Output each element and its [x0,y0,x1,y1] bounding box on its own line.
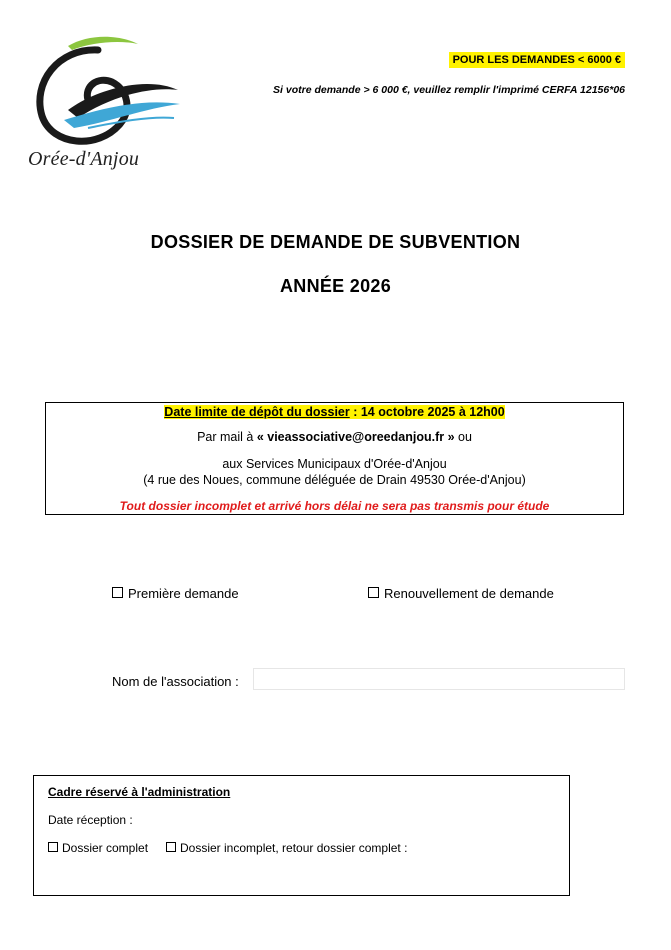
deadline-label: Date limite de dépôt du dossier [164,405,350,419]
dossier-complete-checkbox[interactable] [48,842,58,852]
association-name-field[interactable] [253,668,625,690]
association-name-label: Nom de l'association : [112,674,239,689]
deadline-separator: : [349,405,361,419]
logo-green-leaf [68,37,138,50]
amount-threshold-badge: POUR LES DEMANDES < 6000 € [449,52,625,68]
late-warning: Tout dossier incomplet et arrivé hors délai ne sera pas transmis pour étude [119,499,550,513]
services-line: aux Services Municipaux d'Orée-d'Anjou [222,457,447,471]
reception-date-label: Date réception : [48,813,133,827]
mail-address-link[interactable]: « vieassociative@oreedanjou.fr » [256,430,455,444]
submission-info-box [45,402,624,515]
dossier-complete-label: Dossier complet [62,841,149,855]
first-request-checkbox[interactable] [112,587,123,598]
first-request-option[interactable] [112,586,239,601]
mail-prefix: Par mail à [197,430,257,444]
address-line: (4 rue des Noues, commune déléguée de Drain 49530 Orée-d'Anjou) [143,473,526,487]
mail-line [46,430,623,444]
dossier-incomplete-checkbox[interactable] [166,842,176,852]
admin-frame-title: Cadre réservé à l'administration [48,785,231,799]
admin-reserved-frame [33,775,570,896]
renewal-request-checkbox[interactable] [368,587,379,598]
document-title: DOSSIER DE DEMANDE DE SUBVENTION [150,232,521,252]
logo-wordmark: Orée-d'Anjou [28,148,140,170]
renewal-request-label: Renouvellement de demande [384,586,554,601]
deadline-value: 14 octobre 2025 à 12h00 [360,405,505,419]
deadline-highlight [164,405,504,419]
deadline-line [46,405,623,419]
mail-suffix: ou [454,430,472,444]
document-year: ANNÉE 2026 [279,276,392,296]
dossier-complete-option[interactable] [48,841,148,855]
cerfa-note: Si votre demande > 6 000 €, veuillez remplir l'imprimé CERFA 12156*06 [273,84,625,96]
dossier-incomplete-label: Dossier incomplet, retour dossier complet : [180,841,408,855]
dossier-incomplete-option[interactable] [166,841,407,855]
renewal-request-option[interactable] [368,586,554,601]
first-request-label: Première demande [128,586,239,601]
